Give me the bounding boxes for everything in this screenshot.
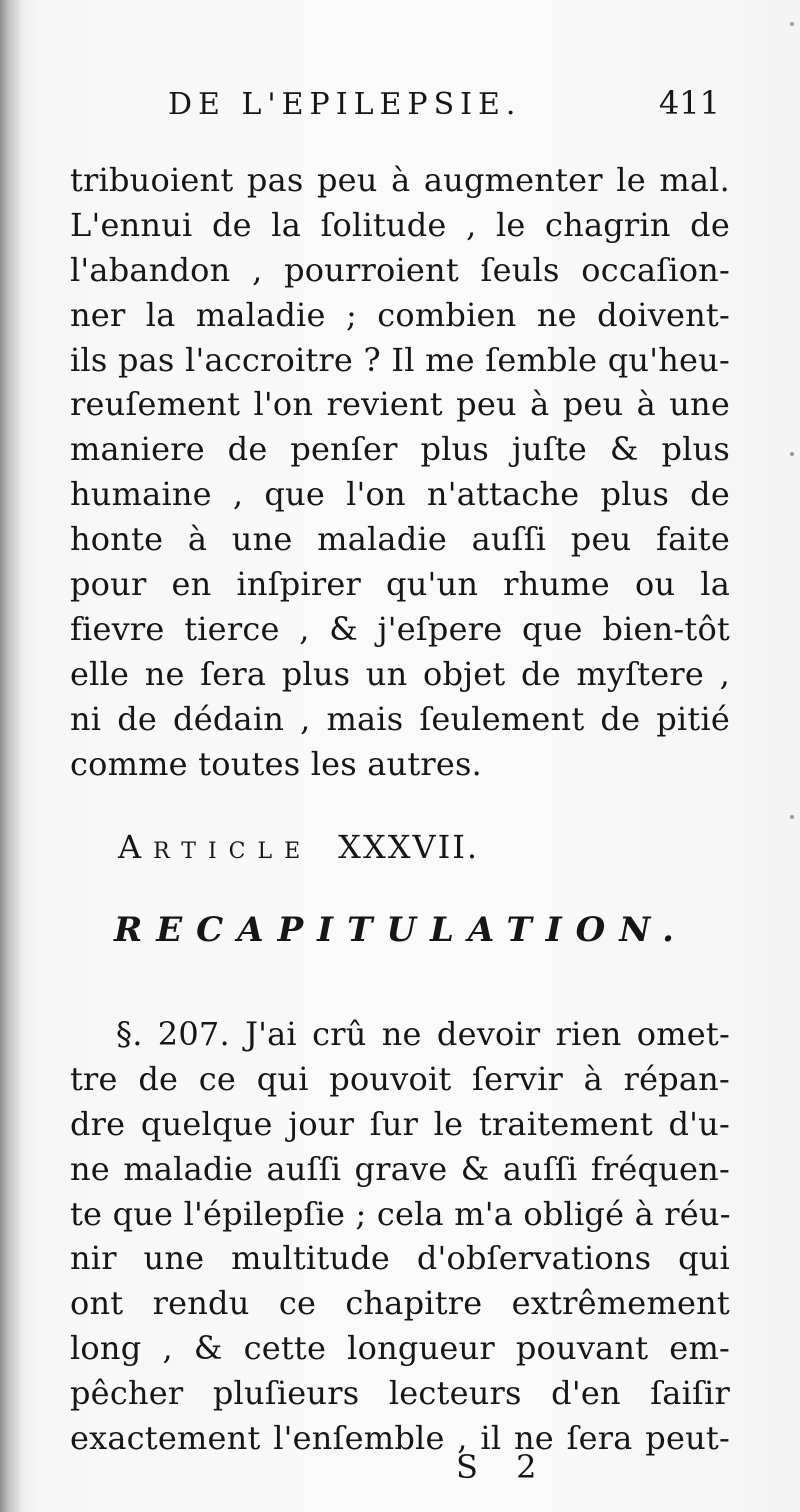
text-line: pêcher pluſieurs lecteurs d'en ſaiſir [70,1374,730,1413]
text-line: reuſement l'on revient peu à peu à une [70,385,730,424]
paragraph-section-207 [70,1012,730,1461]
running-title: DE L'EPILEPSIE. [168,87,522,122]
text-line: maniere de penſer plus juſte & plus [70,430,730,469]
speck-mark [790,815,794,819]
text-line: l'abandon , pourroient ſeuls occaſion- [70,250,730,289]
text-line: fievre tierce , & j'eſpere que bien-tôt [70,609,730,648]
article-word: Article [118,828,313,866]
text-line: nir une multitude d'obſervations qui [70,1239,730,1278]
paragraph-continuation [70,158,730,786]
page-gutter-shadow [0,0,22,1512]
speck-mark [790,22,794,26]
text-line: long , & cette longueur pouvant em- [70,1329,730,1368]
text-line: §. 207. J'ai crû ne devoir rien omet- [116,1015,730,1053]
text-line: ner la maladie ; combien ne doivent- [70,295,730,334]
text-line: pour en inſpirer qu'un rhume ou la [70,565,730,604]
text-line: te que l'épilepſie ; cela m'a obligé à réu- [70,1194,731,1233]
section-title: RECAPITULATION. [113,910,689,950]
text-line: dre quelque jour ſur le traitement d'u- [70,1104,730,1143]
text-line: ils pas l'accroitre ? Il me ſemble qu'heu- [70,340,730,379]
running-head [168,84,720,132]
text-line: ni de dédain , mais ſeulement de pitié [70,699,730,738]
text-line: tre de ce qui pouvoit ſervir à répan- [70,1059,730,1098]
speck-mark [790,452,794,456]
text-line: exactement l'enſemble , il ne ſera peut- [70,1419,730,1458]
text-line: ont rendu ce chapitre extrêmement [70,1284,730,1323]
text-line: ne maladie auſſi grave & auſſi fréquen- [70,1149,730,1188]
article-number: XXXVII. [338,828,480,866]
text-line: humaine , que l'on n'attache plus de [70,475,730,514]
text-line: L'ennui de la ſolitude , le chagrin de [70,205,730,244]
text-line: tribuoient pas peu à augmenter le mal. [70,161,730,199]
signature-mark: S 2 [456,1448,551,1486]
page-number: 411 [658,84,720,122]
text-line: comme toutes les autres. [70,744,483,783]
text-line: elle ne ſera plus un objet de myſtere , [70,654,730,693]
text-line: honte à une maladie auſſi peu faite [70,520,730,559]
article-heading [118,828,698,878]
